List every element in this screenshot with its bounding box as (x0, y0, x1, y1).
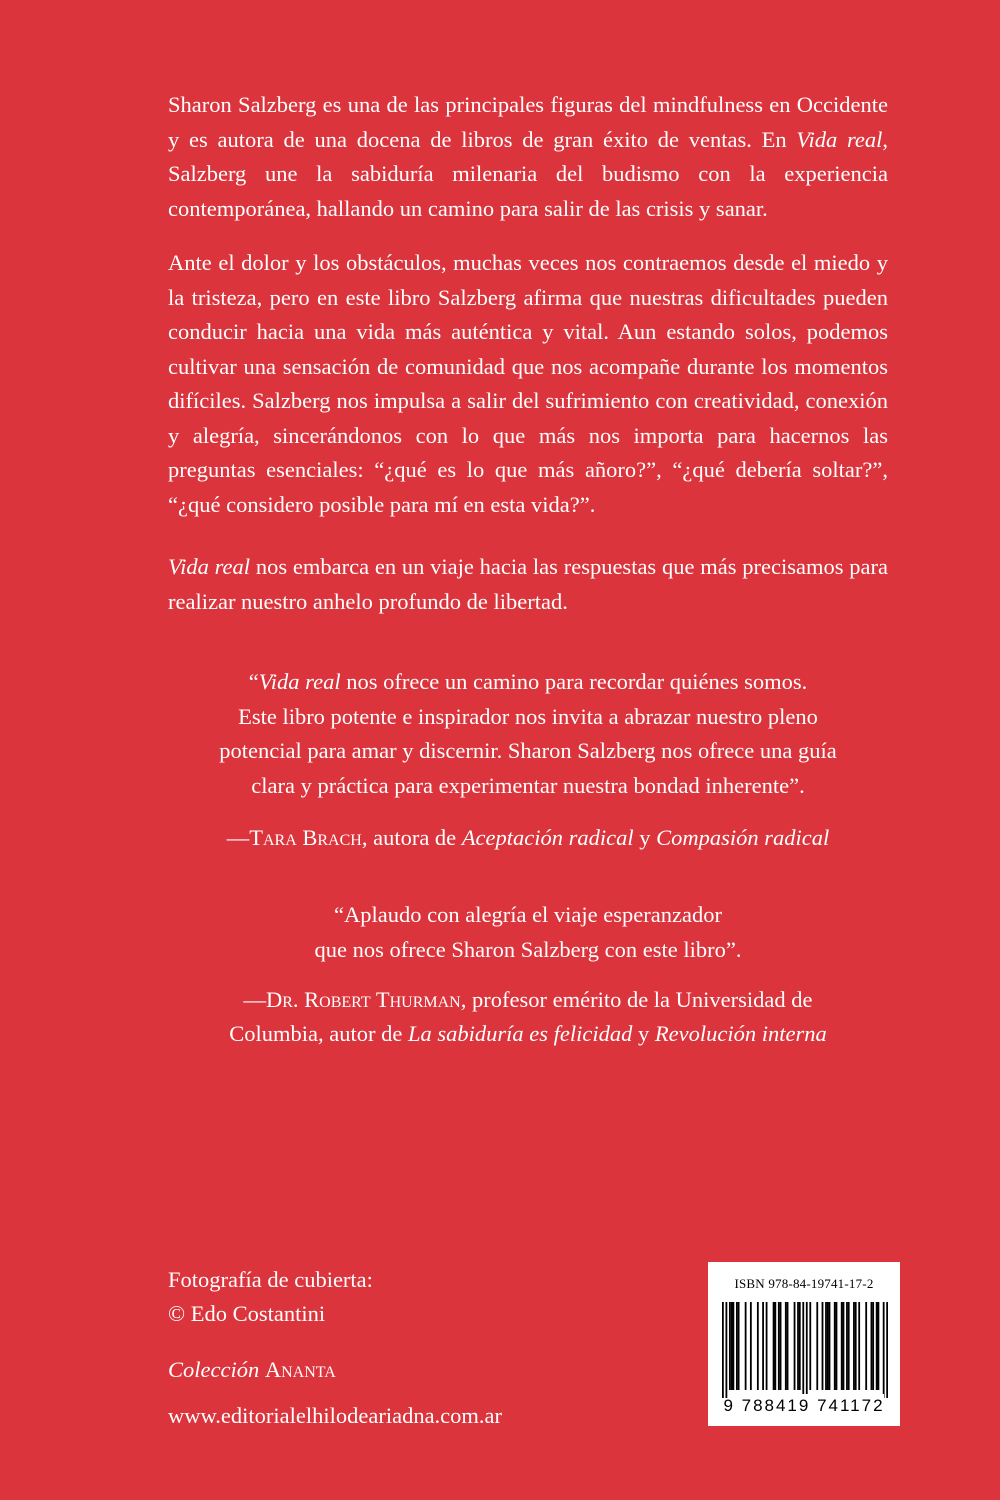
quote-2: “Aplaudo con alegría el viaje esperanzador que nos ofrece Sharon Salzberg con este libro”. (314, 902, 742, 962)
barcode-bar (871, 1302, 873, 1390)
quote-2-author: Dr. Robert Thurman (266, 987, 461, 1012)
barcode-bar (785, 1302, 787, 1390)
barcode-bar (858, 1302, 860, 1390)
barcode-bar (809, 1302, 811, 1390)
barcode-bar (853, 1302, 855, 1390)
barcode-bar (841, 1302, 843, 1390)
barcode-bar (829, 1302, 831, 1390)
p3-book-title: Vida real (168, 554, 251, 579)
description-paragraph-1 (168, 88, 888, 226)
isbn-label: ISBN 978-84-19741-17-2 (734, 1276, 874, 1291)
p1-book-title: Vida real (796, 126, 883, 152)
barcode-bar (750, 1302, 752, 1390)
description-paragraph-3 (168, 550, 888, 619)
barcode-bar (780, 1302, 782, 1390)
p3-text: nos embarca en un viaje hacia las respuestas que más precisamos para realizar nuestro anhelo profundo de libertad. (168, 554, 889, 614)
barcode-bar (872, 1302, 874, 1390)
barcode-bars (722, 1302, 888, 1398)
photo-credit: Fotografía de cubierta: © Edo Costantini (168, 1267, 373, 1326)
description-paragraph-2: Ante el dolor y los obstáculos, muchas veces nos contraemos desde el miedo y la tristeza, pero en este libro Salzberg afirma que nuestras dificultades pueden conducir hacia una vida más auténtica y vital. Aun estando solos, podemos cultivar una sensación de comunidad que nos acompañe durante los momentos difíciles. Salzberg nos impulsa a salir del sufrimiento con creatividad, conexión y alegría, sincerándonos con lo que más nos importa para hacernos las preguntas esenciales: “¿qué es lo que más añoro?”, “¿qué debería soltar?”, “¿qué considero posible para mí en esta vida?”. (168, 250, 888, 517)
barcode-bar (732, 1302, 734, 1390)
p1-text-b: , Salzberg une la sabiduría milenaria del budismo con la experiencia contemporánea, hallando un camino para salir de las crisis y sanar. (168, 126, 889, 221)
quote-1: “Vida real nos ofrece un camino para recordar quiénes somos. Este libro potente e inspirador nos invita a abrazar nuestro pleno potencial para amar y discernir. Sharon Salzberg nos ofrece una guía clara y práctica para experimentar nuestra bondad inherente”. (219, 669, 837, 798)
barcode-bar (773, 1302, 775, 1390)
barcode-bar (855, 1302, 857, 1390)
website-link[interactable]: www.editorialelhilodeariadna.com.ar (168, 1403, 503, 1428)
barcode-bar (846, 1302, 848, 1390)
barcode-bar (848, 1302, 850, 1390)
barcode-bar (825, 1302, 827, 1390)
p1-text-a: Sharon Salzberg es una de las principales figuras del mindfulness en Occidente y es autora de una docena de libros de gran éxito de ventas. En (168, 92, 888, 152)
barcode-bar (876, 1302, 878, 1390)
barcode-bar (865, 1302, 867, 1390)
barcode-bar (799, 1302, 801, 1390)
barcode-digits: 9 788419 741172 (723, 1396, 885, 1415)
barcode-bar (843, 1302, 845, 1390)
barcode-bar (729, 1302, 731, 1390)
barcode-bar (725, 1302, 727, 1398)
barcode-bar (745, 1302, 747, 1390)
barcode-bar (802, 1302, 804, 1398)
barcode-bar (797, 1302, 799, 1390)
barcode-bar (836, 1302, 838, 1390)
barcode-bar (794, 1302, 796, 1390)
barcode-bar (762, 1302, 764, 1390)
quote-2-attribution: —Dr. Robert Thurman, profesor emérito de la Universidad de Columbia, autor de La sabiduría es felicidad y Revolución interna (229, 987, 827, 1046)
barcode-bar (738, 1302, 740, 1390)
barcode-bar (827, 1302, 829, 1390)
barcode-bar (822, 1302, 824, 1390)
collection-label: Colección Ananta (168, 1357, 336, 1382)
quote-1-author: Tara Brach (249, 825, 362, 850)
barcode-bar (878, 1302, 880, 1390)
barcode-bar (774, 1302, 776, 1390)
barcode-bar (806, 1302, 808, 1398)
barcode-bar (731, 1302, 733, 1390)
quote-1-book-title: Vida real (258, 669, 341, 694)
barcode-bar (736, 1302, 738, 1390)
barcode-bar (834, 1302, 836, 1390)
barcode-bar (886, 1302, 888, 1398)
barcode-bar (816, 1302, 818, 1390)
quote-1-attribution: —Tara Brach, autora de Aceptación radical y Compasión radical (226, 825, 830, 850)
barcode-bar (766, 1302, 768, 1390)
barcode-bar (778, 1302, 780, 1390)
barcode-bar (883, 1302, 885, 1398)
isbn-barcode (708, 1262, 900, 1426)
barcode-bar (757, 1302, 759, 1390)
barcode-bar (722, 1302, 724, 1398)
barcode-bar (787, 1302, 789, 1390)
